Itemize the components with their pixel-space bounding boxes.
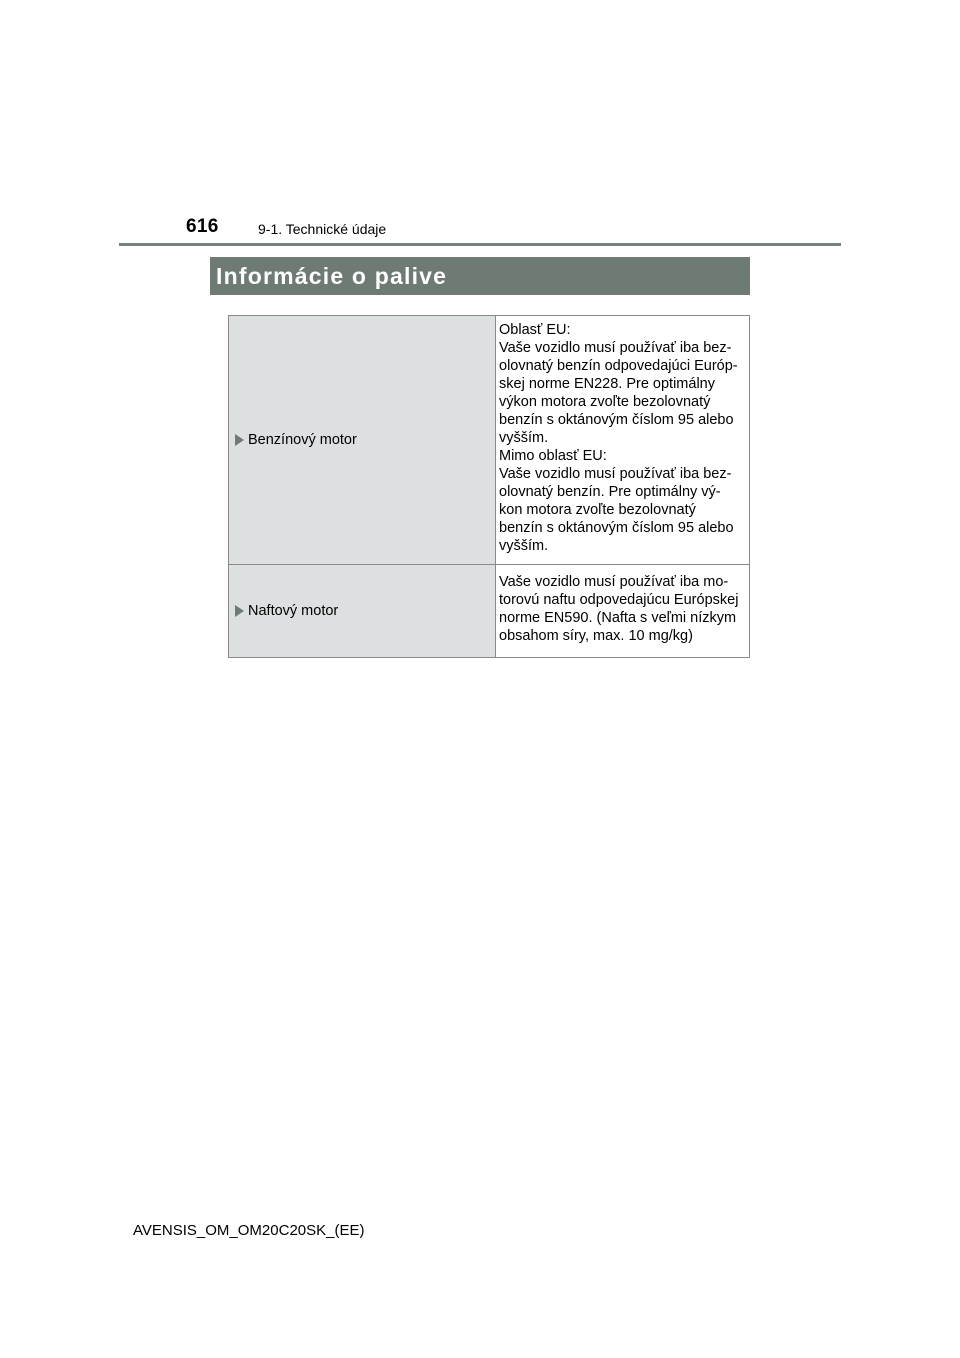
description-line: Oblasť EU:: [499, 322, 571, 338]
description-line: torovú naftu odpovedajúcu Európskej: [499, 592, 739, 608]
engine-name: Benzínový motor: [248, 432, 357, 448]
engine-cell: [229, 316, 496, 565]
description-line: vyšším.: [499, 538, 549, 554]
description-line: výkon motora zvoľte bezolovnatý: [499, 394, 711, 410]
triangle-right-icon: [235, 434, 244, 446]
description-line: Vaše vozidlo musí používať iba bez-: [499, 466, 732, 482]
engine-cell: [229, 565, 496, 658]
description-line: kon motora zvoľte bezolovnatý: [499, 502, 696, 518]
description-line: obsahom síry, max. 10 mg/kg): [499, 628, 693, 644]
description-line: skej norme EN228. Pre optimálny: [499, 376, 715, 392]
page-title: Informácie o palive: [210, 257, 750, 295]
description-line: benzín s oktánovým číslom 95 alebo: [499, 412, 734, 428]
description-line: Mimo oblasť EU:: [499, 448, 607, 464]
description-cell: [496, 316, 750, 565]
engine-label: [235, 431, 495, 449]
table-row-diesel: [229, 565, 750, 658]
description-line: olovnatý benzín odpovedajúci Európ-: [499, 358, 738, 374]
description-line: Vaše vozidlo musí používať iba mo-: [499, 574, 729, 590]
description-line: norme EN590. (Nafta s veľmi nízkym: [499, 610, 737, 626]
engine-label: [235, 602, 495, 620]
description-line: Vaše vozidlo musí používať iba bez-: [499, 340, 732, 356]
fuel-info-table: [228, 315, 750, 658]
description-cell: [496, 565, 750, 658]
triangle-right-icon: [235, 605, 244, 617]
description-line: olovnatý benzín. Pre optimálny vý-: [499, 484, 721, 500]
header-divider: [119, 243, 841, 246]
section-label: 9-1. Technické údaje: [258, 221, 387, 237]
description-line: vyšším.: [499, 430, 549, 446]
table-row-petrol: [229, 316, 750, 565]
engine-name: Naftový motor: [248, 603, 339, 619]
page-number: 616: [186, 216, 219, 237]
document-code: AVENSIS_OM_OM20C20SK_(EE): [133, 1222, 365, 1239]
description-line: benzín s oktánovým číslom 95 alebo: [499, 520, 734, 536]
